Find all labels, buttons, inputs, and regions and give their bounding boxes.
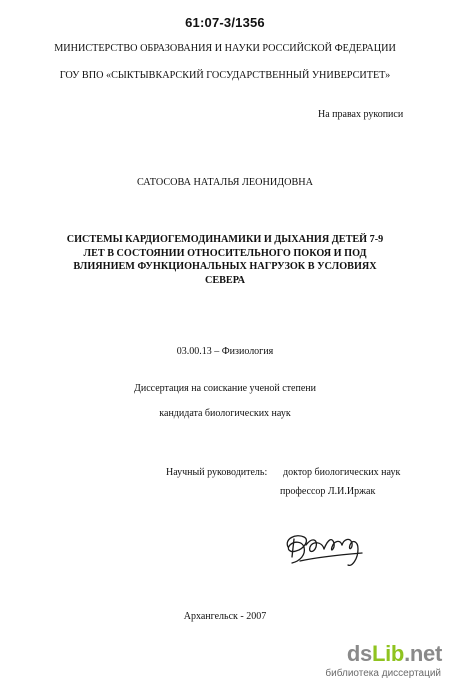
handwritten-signature bbox=[278, 527, 376, 571]
author-name: САТОСОВА НАТАЛЬЯ ЛЕОНИДОВНА bbox=[137, 177, 313, 188]
university-name: ГОУ ВПО «СЫКТЫВКАРСКИЙ ГОСУДАРСТВЕННЫЙ УНИВЕРСИТЕТ» bbox=[59, 70, 391, 81]
title-line: ЛЕТ В СОСТОЯНИИ ОТНОСИТЕЛЬНОГО ПОКОЯ И ПОД bbox=[83, 247, 367, 259]
city-year: Архангельск - 2007 bbox=[183, 611, 267, 622]
supervisor-name: профессор Л.И.Иржак bbox=[280, 486, 376, 497]
specialty-code: 03.00.13 – Физиология bbox=[176, 346, 274, 357]
supervisor-degree: доктор биологических наук bbox=[283, 467, 401, 478]
manuscript-rights-note: На правах рукописи bbox=[318, 109, 404, 120]
degree-field: кандидата биологических наук bbox=[159, 408, 291, 419]
watermark-caption: библиотека диссертаций bbox=[325, 668, 441, 679]
dslib-watermark bbox=[324, 641, 442, 681]
title-line: ВЛИЯНИЕМ ФУНКЦИОНАЛЬНЫХ НАГРУЗОК В УСЛОВИЯХ bbox=[73, 261, 377, 272]
supervisor-label: Научный руководитель: bbox=[166, 467, 268, 478]
degree-statement: Диссертация на соискание ученой степени bbox=[134, 383, 316, 394]
logo-ds: ds bbox=[346, 641, 372, 666]
catalog-number: 61:07-3/1356 bbox=[185, 15, 265, 30]
logo-lib: Lib bbox=[371, 641, 405, 666]
title-line: СЕВЕРА bbox=[204, 274, 246, 286]
logo-net: .net bbox=[404, 641, 442, 666]
ministry-name: МИНИСТЕРСТВО ОБРАЗОВАНИЯ И НАУКИ РОССИЙСКОЙ ФЕДЕРАЦИИ bbox=[54, 43, 396, 54]
dslib-logo bbox=[347, 641, 442, 667]
dissertation-title bbox=[55, 233, 395, 287]
title-line: СИСТЕМЫ КАРДИОГЕМОДИНАМИКИ И ДЫХАНИЯ ДЕТЕЙ 7-9 bbox=[66, 234, 384, 245]
